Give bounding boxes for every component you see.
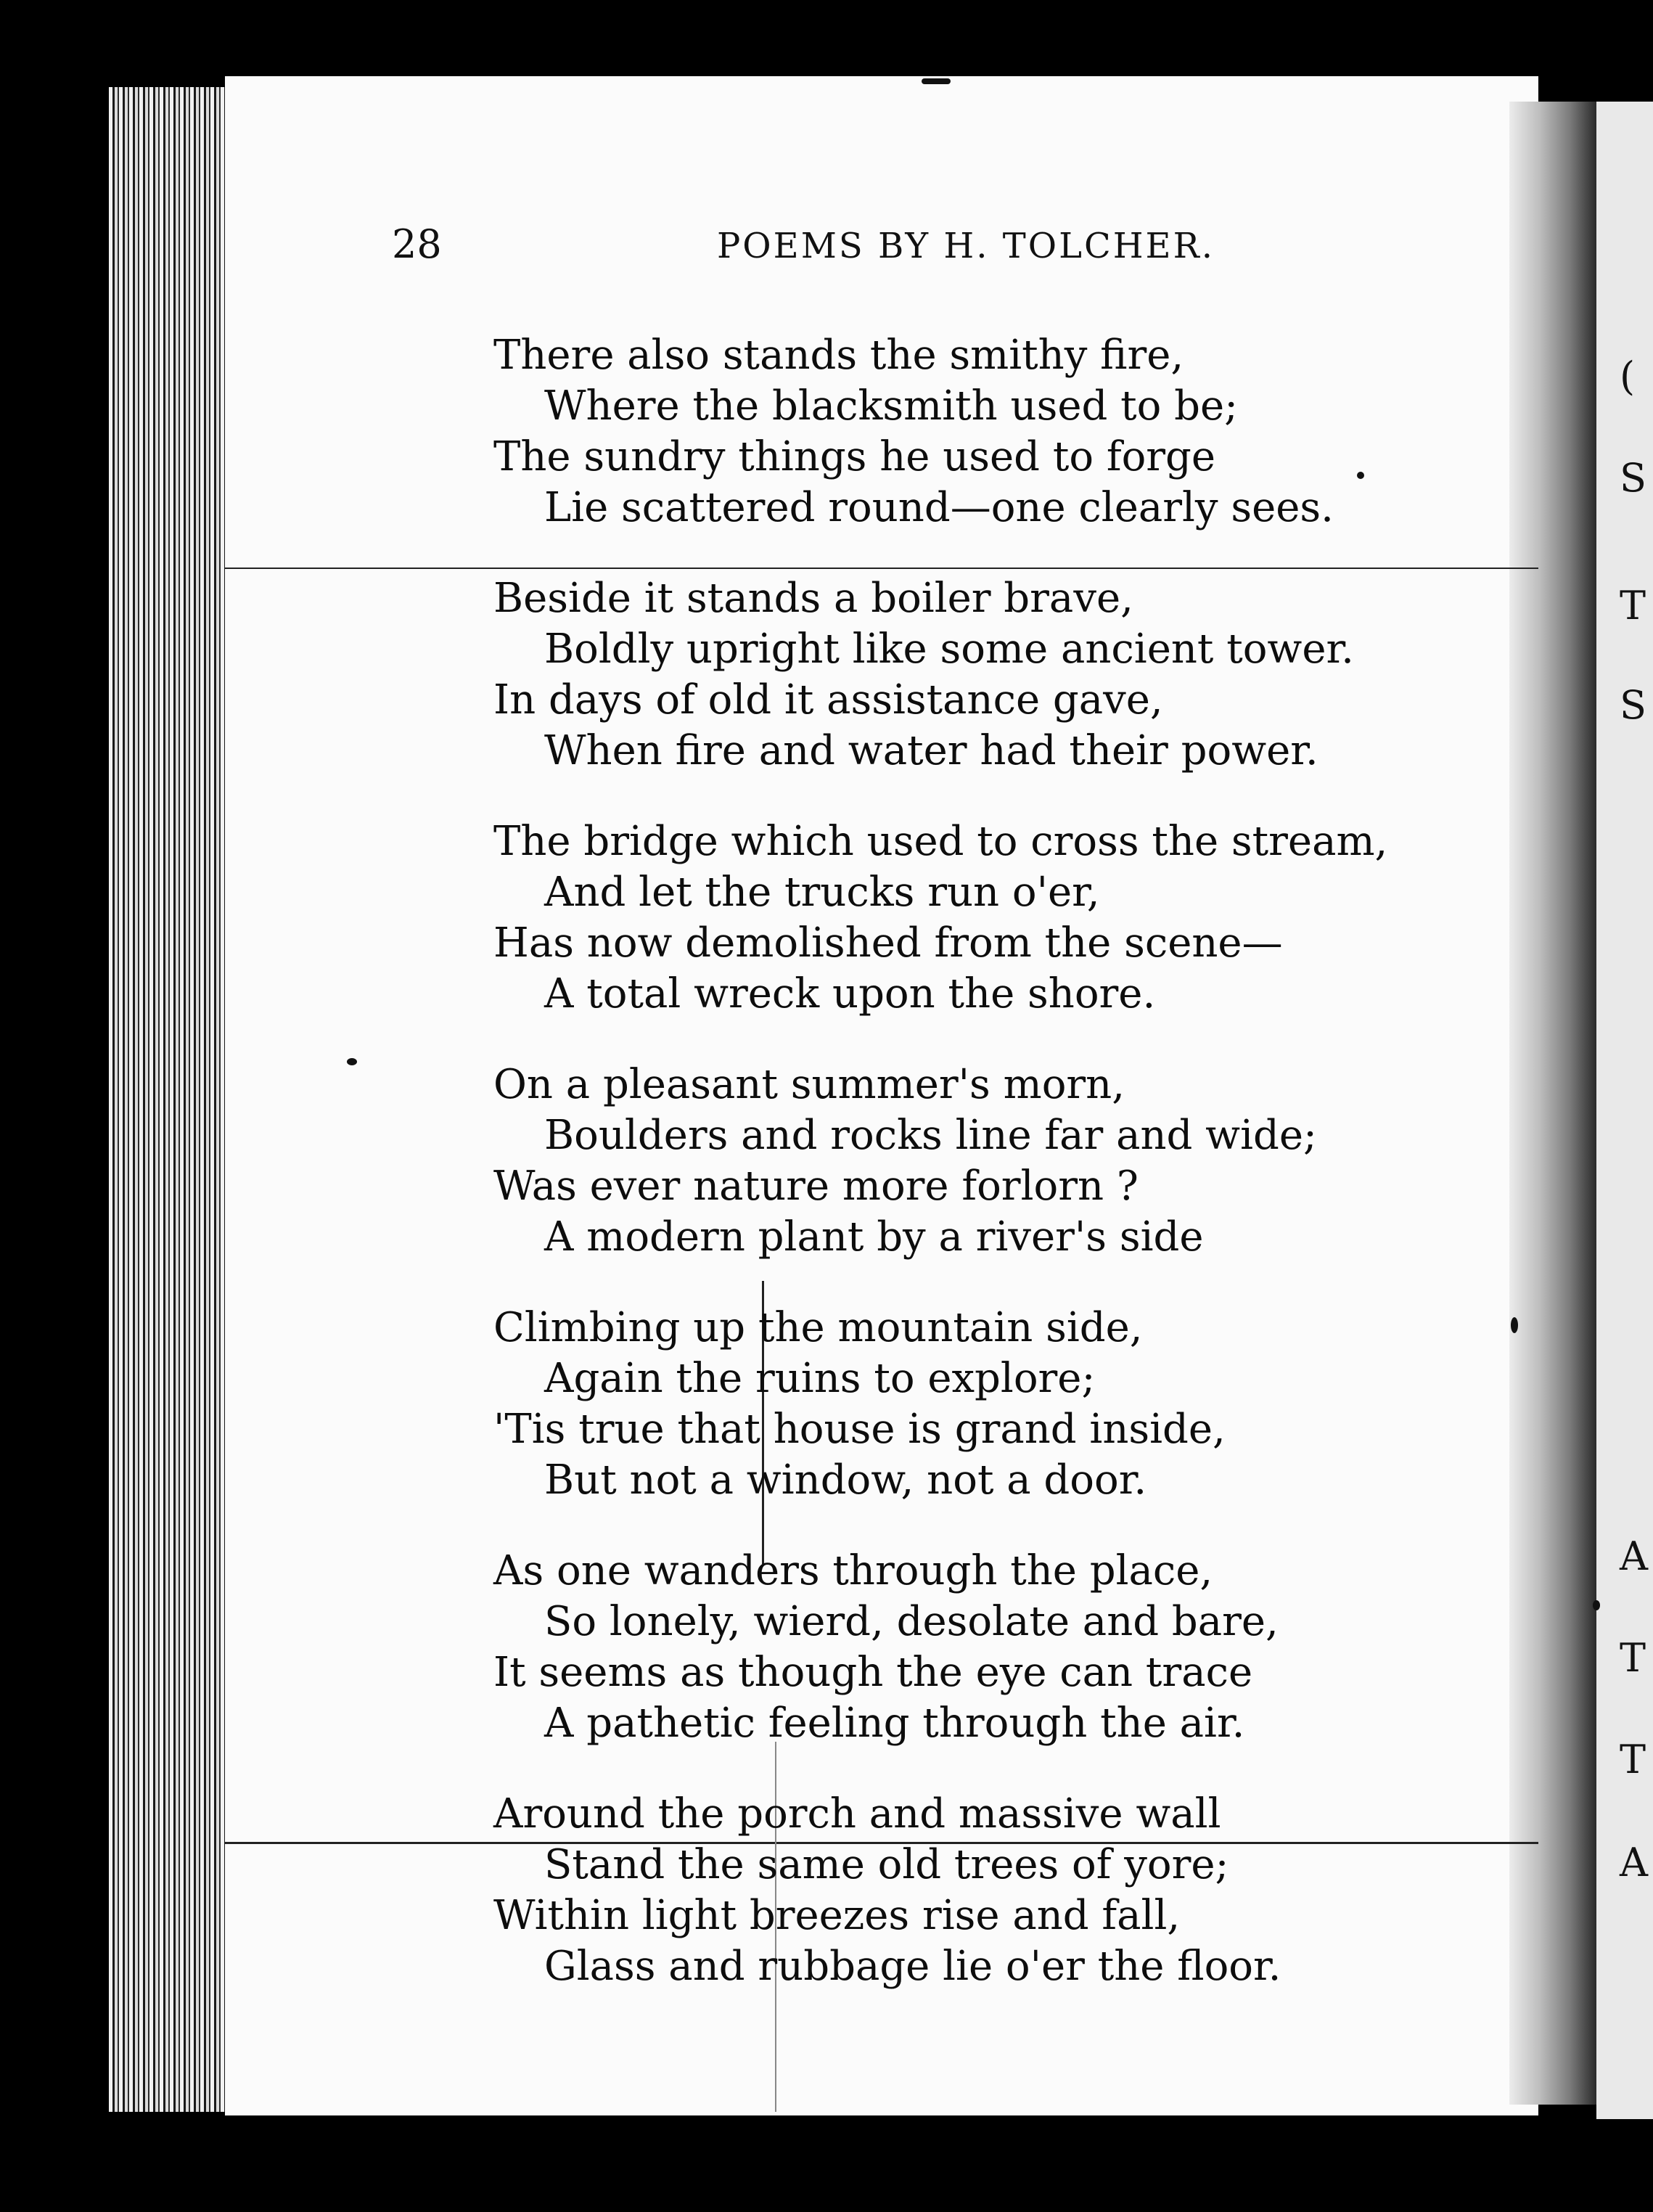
poem-line: Has now demolished from the scene— [493, 919, 1283, 967]
facing-page [1596, 102, 1653, 2119]
facing-page-fragment: A [1620, 1840, 1648, 1885]
poem-line: Boldly upright like some ancient tower. [544, 626, 1354, 673]
scan-speck [1593, 1600, 1600, 1610]
poem-line: The bridge which used to cross the stream, [493, 818, 1388, 865]
poem-line: There also stands the smithy fire, [493, 332, 1184, 379]
page-number: 28 [392, 221, 442, 267]
poem-line: A total wreck upon the shore. [544, 970, 1156, 1017]
stanza [493, 1789, 1480, 1992]
poem-line: A modern plant by a river's side [544, 1213, 1204, 1261]
poem-line: Was ever nature more forlorn ? [493, 1163, 1139, 1210]
poem-line: Around the porch and massive wall [493, 1790, 1221, 1838]
poem-line: A pathetic feeling through the air. [544, 1700, 1245, 1747]
poem-line: So lonely, wierd, desolate and bare, [544, 1598, 1279, 1645]
poem-line: In days of old it assistance gave, [493, 676, 1163, 724]
poem-line: The sundry things he used to forge [493, 433, 1216, 480]
stanza [493, 573, 1480, 777]
poem-line: And let the trucks run o'er, [544, 869, 1100, 916]
poem-line: But not a window, not a door. [544, 1457, 1147, 1504]
stanza [493, 330, 1480, 533]
poem-line: On a pleasant summer's morn, [493, 1061, 1125, 1108]
poem-line: Beside it stands a boiler brave, [493, 575, 1133, 622]
scan-speck [347, 1058, 357, 1065]
facing-page-fragment: T [1620, 1635, 1646, 1681]
scan-speck [1511, 1317, 1518, 1333]
stanza [493, 1060, 1480, 1263]
scan-speck [922, 78, 951, 84]
poem-line: It seems as though the eye can trace [493, 1649, 1253, 1696]
facing-page-fragment: ( [1620, 353, 1636, 399]
facing-page-fragment: S [1620, 455, 1646, 501]
poem-line: 'Tis true that house is grand inside, [493, 1406, 1226, 1453]
poem-line: Glass and rubbage lie o'er the floor. [544, 1943, 1281, 1990]
page-edges [109, 87, 229, 2112]
running-head: POEMS BY H. TOLCHER. [717, 226, 1215, 266]
facing-page-fragment: T [1620, 1737, 1646, 1782]
facing-page-fragment: S [1620, 682, 1646, 728]
facing-page-fragment: A [1620, 1533, 1648, 1579]
poem-line: Boulders and rocks line far and wide; [544, 1112, 1317, 1159]
poem-line: When fire and water had their power. [544, 727, 1318, 774]
poem-line: Climbing up the mountain side, [493, 1304, 1143, 1351]
page-header [392, 221, 1415, 279]
gutter-shadow [1509, 102, 1596, 2105]
stanza [493, 1546, 1480, 1749]
stanza [493, 1303, 1480, 1506]
poem-line: Stand the same old trees of yore; [544, 1841, 1229, 1888]
poem-line: Again the ruins to explore; [544, 1355, 1096, 1402]
poem-line: As one wanders through the place, [493, 1547, 1213, 1594]
poem-body [493, 330, 1480, 2032]
poem-line: Where the blacksmith used to be; [544, 382, 1239, 430]
stanza [493, 816, 1480, 1020]
poem-line: Within light breezes rise and fall, [493, 1892, 1181, 1939]
poem-line: Lie scattered round—one clearly sees. [544, 484, 1334, 531]
facing-page-fragment: T [1620, 583, 1646, 628]
